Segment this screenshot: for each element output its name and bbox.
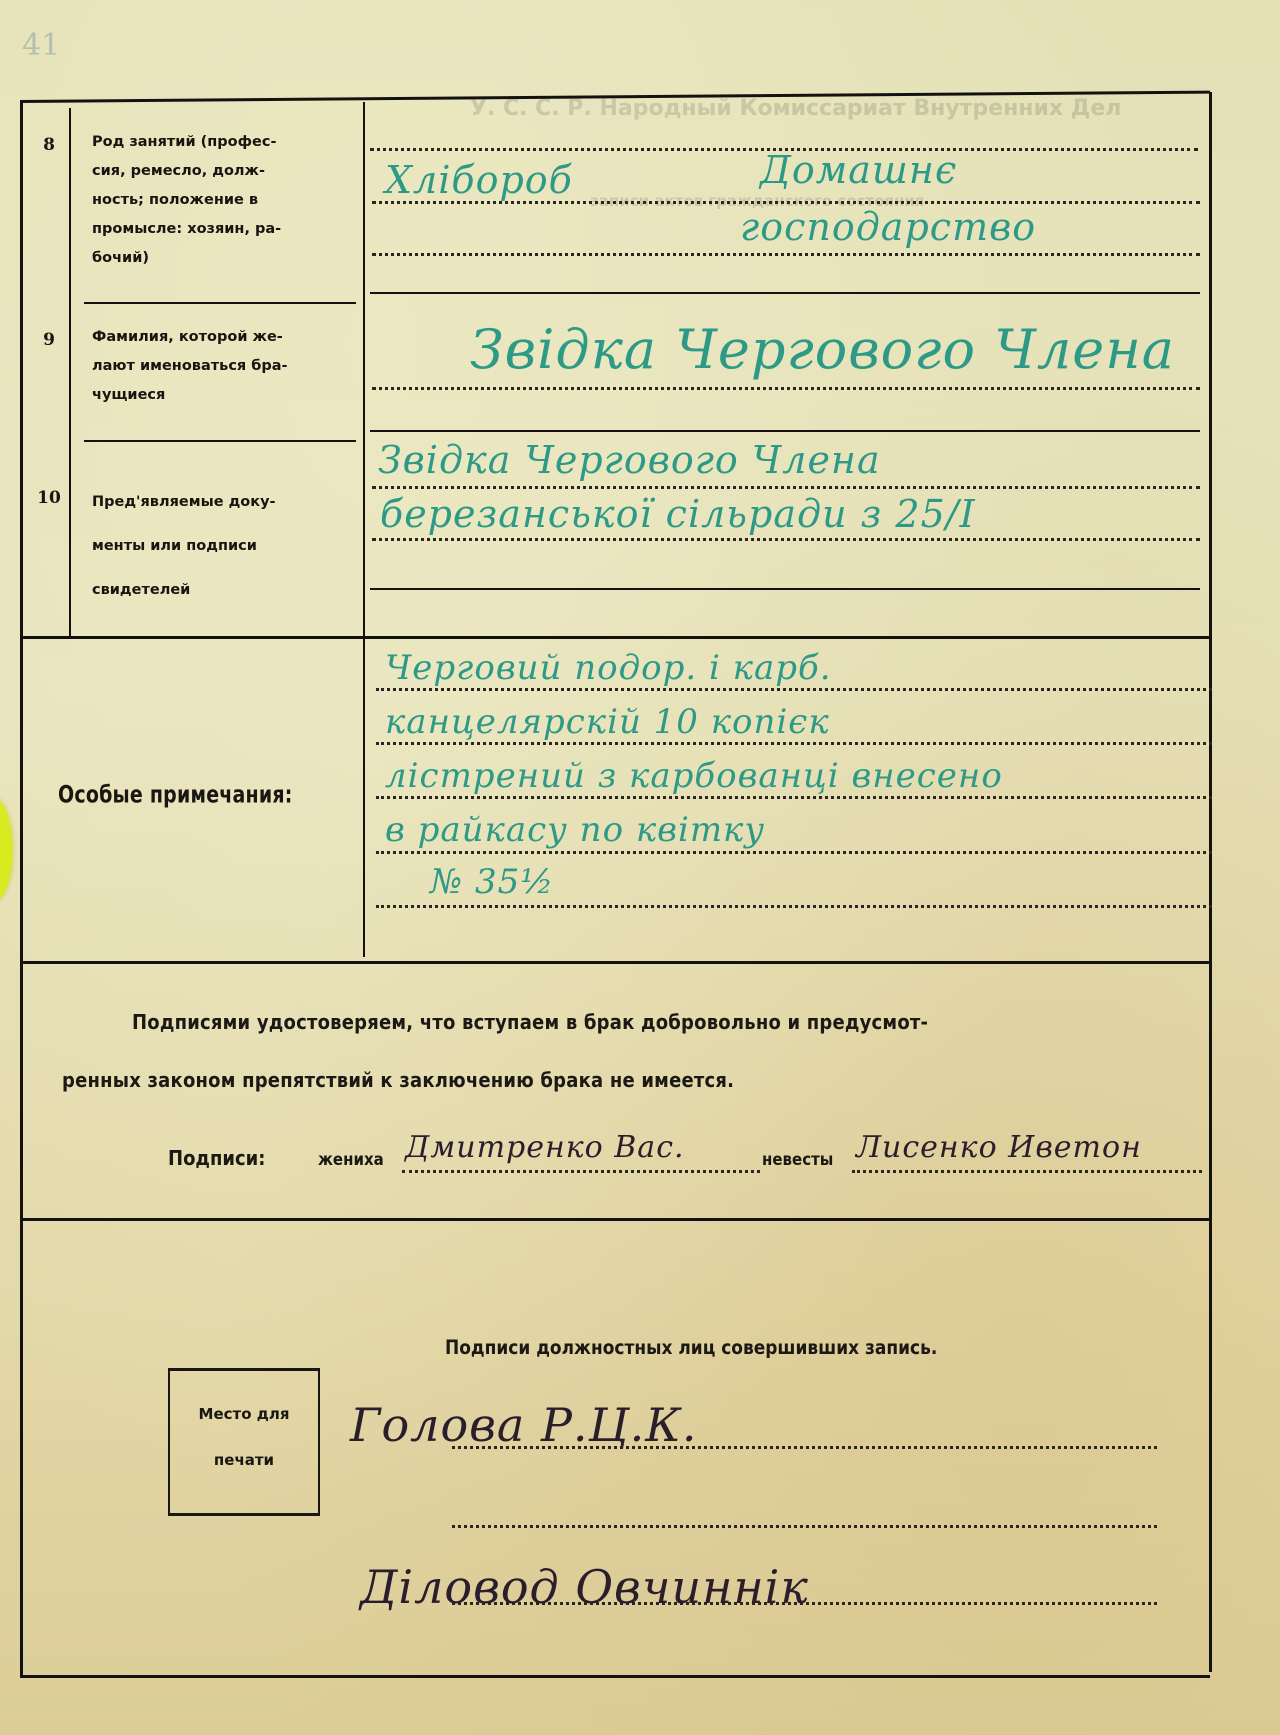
label-line: Пред'являемые доку- [92,494,276,510]
handwritten-occupation-bride: Домашнє [760,148,958,192]
declaration-line-1: Подписями удостоверяем, что вступаем в брак добровольно и предусмот- [132,1010,929,1035]
handwritten-note-line: Черговий подор. і карб. [385,648,832,688]
row-number: 10 [37,488,61,508]
bride-signature: Лисенко Иветон [856,1130,1142,1165]
table-bottom-border [20,1675,1210,1678]
declaration-line-2: ренных законом препятствий к заключению брака не имеется. [62,1068,735,1093]
entry-line [376,851,1212,854]
edge-sticky-tab [0,800,12,900]
handwritten-note-line: лістрений з карбованці внесено [385,756,1003,796]
groom-label: жениха [318,1148,384,1170]
entry-line [376,796,1212,799]
handwritten-note-line: канцелярскій 10 копієк [385,702,830,742]
label-line: свидетелей [92,582,191,598]
number-column-divider [69,108,71,638]
section-divider [20,961,1210,964]
entry-line [376,688,1212,691]
stamp-place-line-1: Место для [198,1405,290,1423]
label-line: менты или подписи [92,538,257,554]
table-left-border [20,100,23,1677]
row-label-occupation [92,128,350,273]
entry-line [372,253,1200,256]
label-column-divider [363,102,365,957]
section-divider [20,1218,1210,1221]
label-line: Род занятий (профес- [92,134,277,150]
bleed-through-text: У. С. С. Р. Народный Комиссариат Внутренних Дел [470,96,1122,121]
special-notes-label: Особые примечания: [58,781,293,809]
bleed-through-text: записи актов гражданского состояния [590,192,925,210]
row-number: 9 [43,330,55,350]
groom-signature: Дмитренко Вас. [405,1130,685,1165]
row-label-documents [92,480,350,612]
entry-line [372,387,1200,390]
bride-signature-line [852,1170,1202,1173]
entry-line [372,538,1200,541]
bride-label: невесты [762,1148,834,1170]
entry-line [372,486,1200,489]
chair-signature: Голова Р.Ц.К. [350,1398,698,1452]
handwritten-receipt-number: № 35½ [430,862,555,902]
label-line: бочий) [92,250,149,266]
row-divider [84,440,356,442]
label-line: Фамилия, которой же- [92,329,283,345]
label-line: лают именоваться бра- [92,358,288,374]
section-divider [20,636,1210,639]
row-divider [84,302,356,304]
table-right-border [1209,92,1212,1672]
label-line: сия, ремесло, долж- [92,163,265,179]
handwritten-note-line: в райкасу по квітку [385,810,766,850]
entry-line [376,742,1212,745]
official-signature-line [452,1525,1157,1528]
entry-line [370,292,1200,294]
entry-line [370,430,1200,432]
label-line: ность; положение в [92,192,259,208]
row-label-surname [92,323,350,410]
label-line: чущиеся [92,387,166,403]
stamp-place-box [168,1368,320,1516]
entry-line [370,588,1200,590]
entry-line [376,905,1212,908]
clerk-signature: Діловод Овчиннік [360,1560,809,1614]
groom-signature-line [402,1170,760,1173]
handwritten-surname: Звідка Чергового Члена [470,318,1175,381]
row-number: 8 [43,135,55,155]
handwritten-documents-line1: Звідка Чергового Члена [378,438,881,482]
stamp-place-line-2: печати [213,1451,275,1469]
page-number-mark: 41 [22,28,61,63]
handwritten-occupation-bride-cont: господарство [740,205,1037,249]
officials-heading: Подписи должностных лиц совершивших запись. [445,1336,938,1360]
label-line: промысле: хозяин, ра- [92,221,282,237]
handwritten-documents-line2: березанської сільради з 25/I [380,492,976,536]
handwritten-occupation-groom: Хлібороб [385,158,573,202]
signatures-label: Подписи: [168,1146,266,1171]
